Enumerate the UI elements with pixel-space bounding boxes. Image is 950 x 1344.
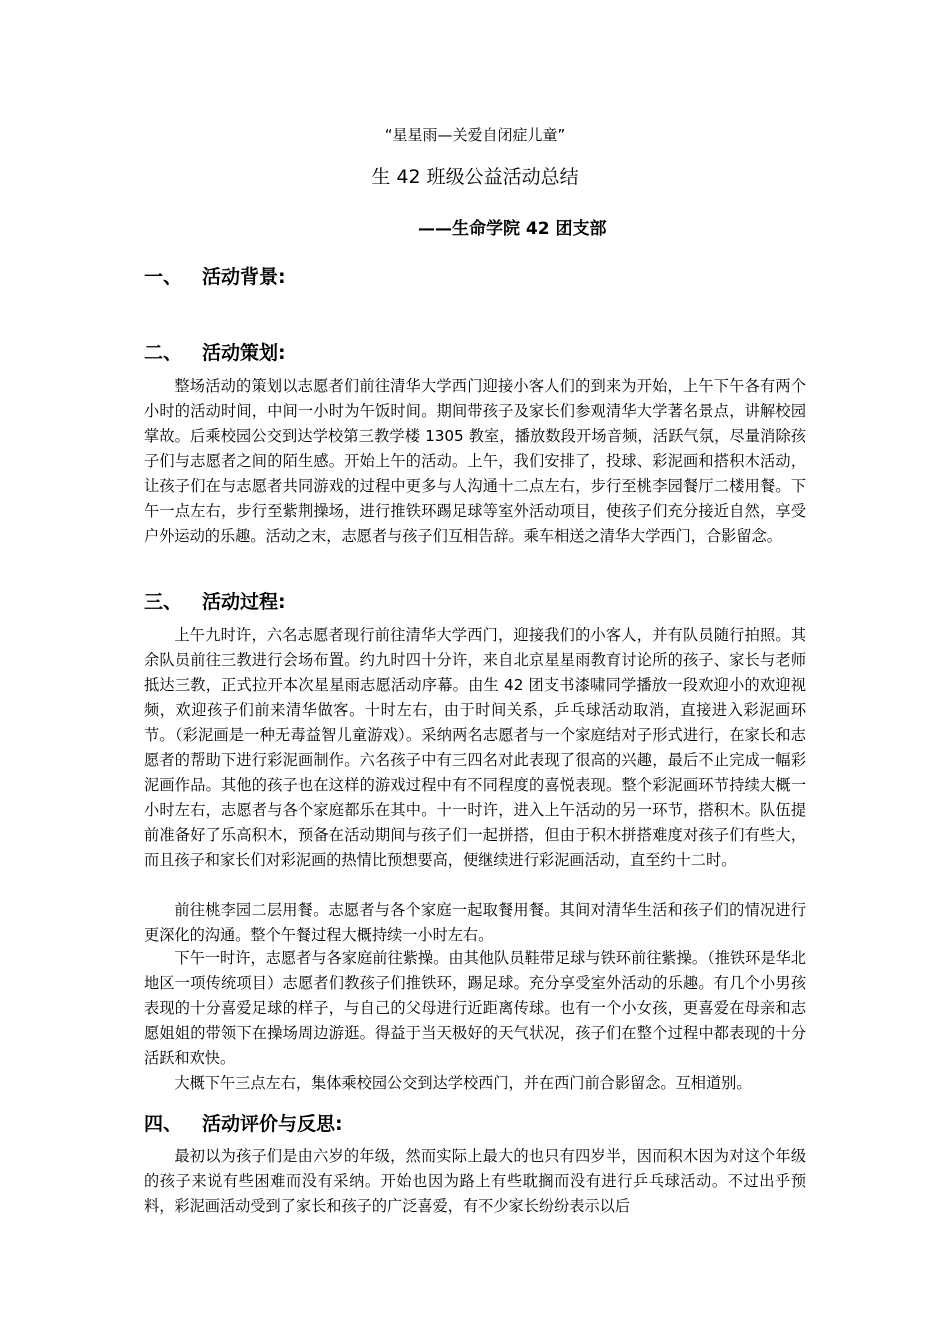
section-number: 一、 <box>144 266 183 288</box>
section-number: 三、 <box>144 591 183 613</box>
document-title-line2: 生 42 班级公益活动总结 <box>371 166 579 188</box>
section-title: 活动评价与反思: <box>202 1113 343 1135</box>
evaluation-paragraph: 最初以为孩子们是由六岁的年级，然而实际上最大的也只有四岁半，因而积木因为对这个年级的孩子来说有些困难而没有采纳。开始也因为路上有些耽搁而没有进行乒乓球活动。不过出乎预料，彩泥画活动受到了家长和孩子的广泛喜爱，有不少家长纷纷表示以后 <box>144 1147 806 1215</box>
process-paragraph-4: 大概下午三点左右，集体乘校园公交到达学校西门，并在西门前合影留念。互相道别。 <box>174 1074 752 1092</box>
section-heading-planning <box>144 338 286 365</box>
section-title: 活动过程: <box>202 591 286 613</box>
process-paragraph-3: 下午一时许，志愿者与各家庭前往紫操。由其他队员鞋带足球与铁环前往紫操。（推铁环是华北地区一项传统项目）志愿者们教孩子们推铁环，踢足球。充分享受室外活动的乐趣。有几个小男孩表现的十分喜爱足球的样子，与自己的父母进行近距离传球。也有一个小女孩，更喜爱在母亲和志愿姐姐的带领下在操场周边游逛。得益于当天极好的天气状况，孩子们在整个过程中都表现的十分活跃和欢快。 <box>144 949 806 1067</box>
planning-paragraph: 整场活动的策划以志愿者们前往清华大学西门迎接小客人们的到来为开始，上午下午各有两个小时的活动时间，中间一小时为午饭时间。期间带孩子及家长们参观清华大学著名景点，讲解校园掌故。后乘校园公交到达学校第三教学楼 1305 教室，播放数段开场音频，活跃气氛，尽量消除孩子们与志愿者之间的陌生感。开始上午的活动。上午，我们安排了，投球、彩泥画和搭积木活动，让孩子们在与志愿者共同游戏的过程中更多与人沟通十二点左右，步行至桃李园餐厅二楼用餐。下午一点左右，步行至紫荆操场，进行推铁环踢足球等室外活动项目，使孩子们充分接近自然，享受户外运动的乐趣。活动之末，志愿者与孩子们互相告辞。乘车相送之清华大学西门，合影留念。 <box>144 377 806 545</box>
section-number: 二、 <box>144 342 183 364</box>
section-heading-background <box>144 262 286 289</box>
process-paragraph-1: 上午九时许，六名志愿者现行前往清华大学西门，迎接我们的小客人，并有队员随行拍照。其余队员前往三教进行会场布置。约九时四十分许，来自北京星星雨教育讨论所的孩子、家长与老师抵达三教，正式拉开本次星星雨志愿活动序幕。由生 42 团支书漆啸同学播放一段欢迎小的欢迎视频，欢迎孩子们前来清华做客。十时左右，由于时间关系，乒乓球活动取消，直接进入彩泥画环节。（彩泥画是一种无毒益智儿童游戏）。采纳两名志愿者与一个家庭结对子形式进行，在家长和志愿者的帮助下进行彩泥画制作。六名孩子中有三四名对此表现了很高的兴趣，最后不止完成一幅彩泥画作品。其他的孩子也在这样的游戏过程中有不同程度的喜悦表现。整个彩泥画环节持续大概一小时左右，志愿者与各个家庭都乐在其中。十一时许，进入上午活动的另一环节，搭积木。队伍提前准备好了乐高积木，预备在活动期间与孩子们一起拼搭，但由于积木拼搭难度对孩子们有些大，而且孩子和家长们对彩泥画的热情比预想要高，便继续进行彩泥画活动，直至约十二时。 <box>144 626 806 869</box>
document-title-line1: “星星雨—关爱自闭症儿童” <box>384 126 566 144</box>
section-heading-process <box>144 587 286 614</box>
section-title: 活动策划: <box>202 342 286 364</box>
process-paragraph-2: 前往桃李园二层用餐。志愿者与各个家庭一起取餐用餐。其间对清华生活和孩子们的情况进行更深化的沟通。整个午餐过程大概持续一小时左右。 <box>144 901 806 944</box>
section-number: 四、 <box>144 1113 183 1135</box>
document-subtitle: ——生命学院 42 团支部 <box>418 219 607 239</box>
section-heading-evaluation <box>144 1109 343 1136</box>
section-title: 活动背景: <box>202 266 286 288</box>
